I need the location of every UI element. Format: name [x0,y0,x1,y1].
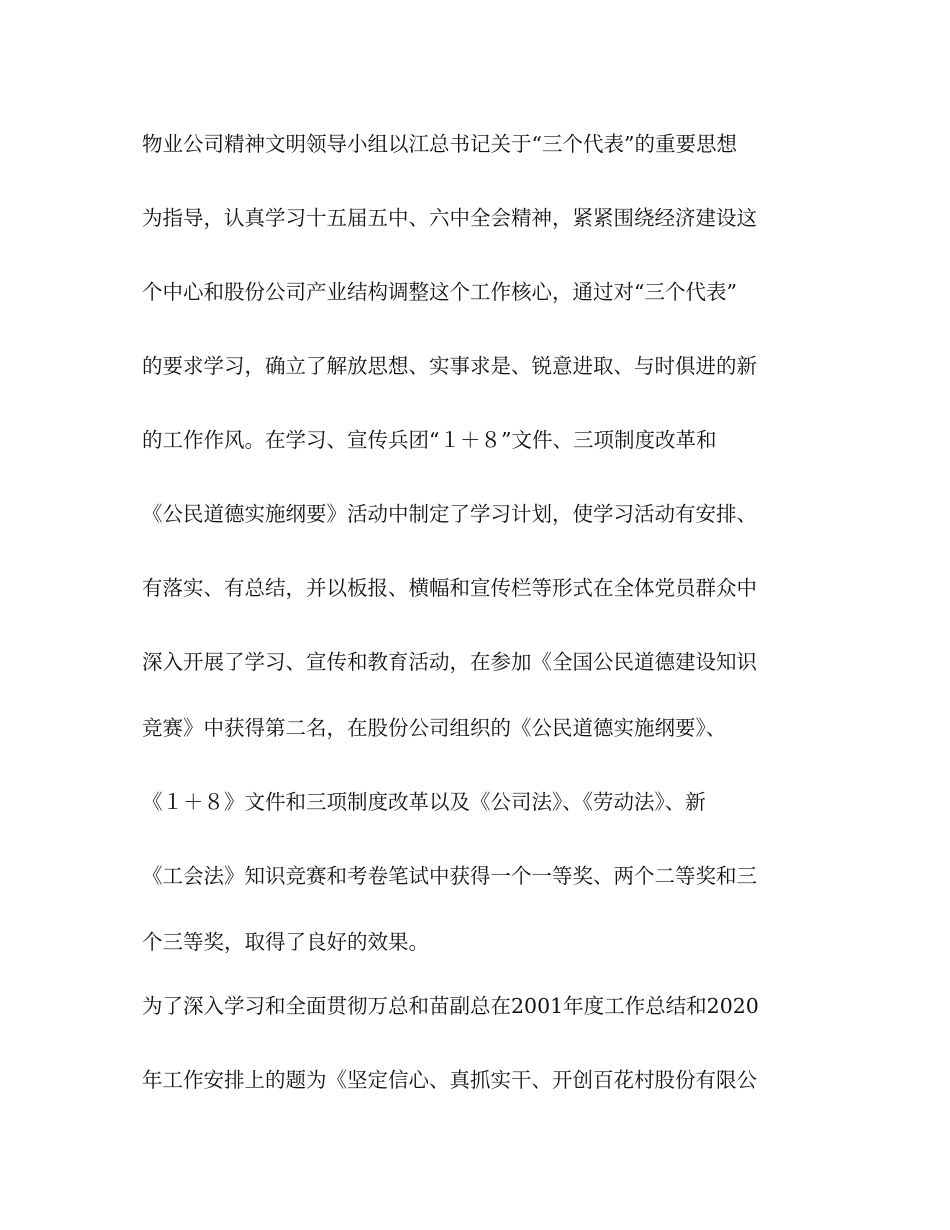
paragraph-1-line-3: 个中心和股份公司产业结构调整这个工作核心，通过对“三个代表” [142,280,737,304]
paragraph-1-line-9: 竞赛》中获得第二名，在股份公司组织的《公民道德实施纲要》、 [142,716,727,740]
paragraph-1-line-11: 《工会法》知识竞赛和考卷笔试中获得一个一等奖、两个二等奖和三 [142,864,757,888]
paragraph-1-line-1: 物业公司精神文明领导小组以江总书记关于“三个代表”的重要思想 [142,132,737,156]
paragraph-2-line-2: 年工作安排上的题为《坚定信心、真抓实干、开创百花村股份有限公 [142,1068,757,1092]
paragraph-2-line-1: 为了深入学习和全面贯彻万总和苗副总在2001年度工作总结和2020 [142,994,759,1018]
paragraph-1-line-6: 《公民道德实施纲要》活动中制定了学习计划，使学习活动有安排、 [142,502,757,526]
paragraph-1-line-7: 有落实、有总结，并以板报、横幅和宣传栏等形式在全体党员群众中 [142,576,757,600]
paragraph-1-line-5: 的工作作风。在学习、宣传兵团“１＋８”文件、三项制度改革和 [142,428,717,452]
paragraph-1-line-2: 为指导，认真学习十五届五中、六中全会精神，紧紧围绕经济建设这 [142,206,757,230]
paragraph-1-line-10: 《１＋８》文件和三项制度改革以及《公司法》、《劳动法》、新 [142,790,706,814]
paragraph-1-line-12: 个三等奖，取得了良好的效果。 [142,930,429,954]
paragraph-1-line-4: 的要求学习，确立了解放思想、实事求是、锐意进取、与时俱进的新 [142,354,757,378]
paragraph-1-line-8: 深入开展了学习、宣传和教育活动，在参加《全国公民道德建设知识 [142,650,757,674]
